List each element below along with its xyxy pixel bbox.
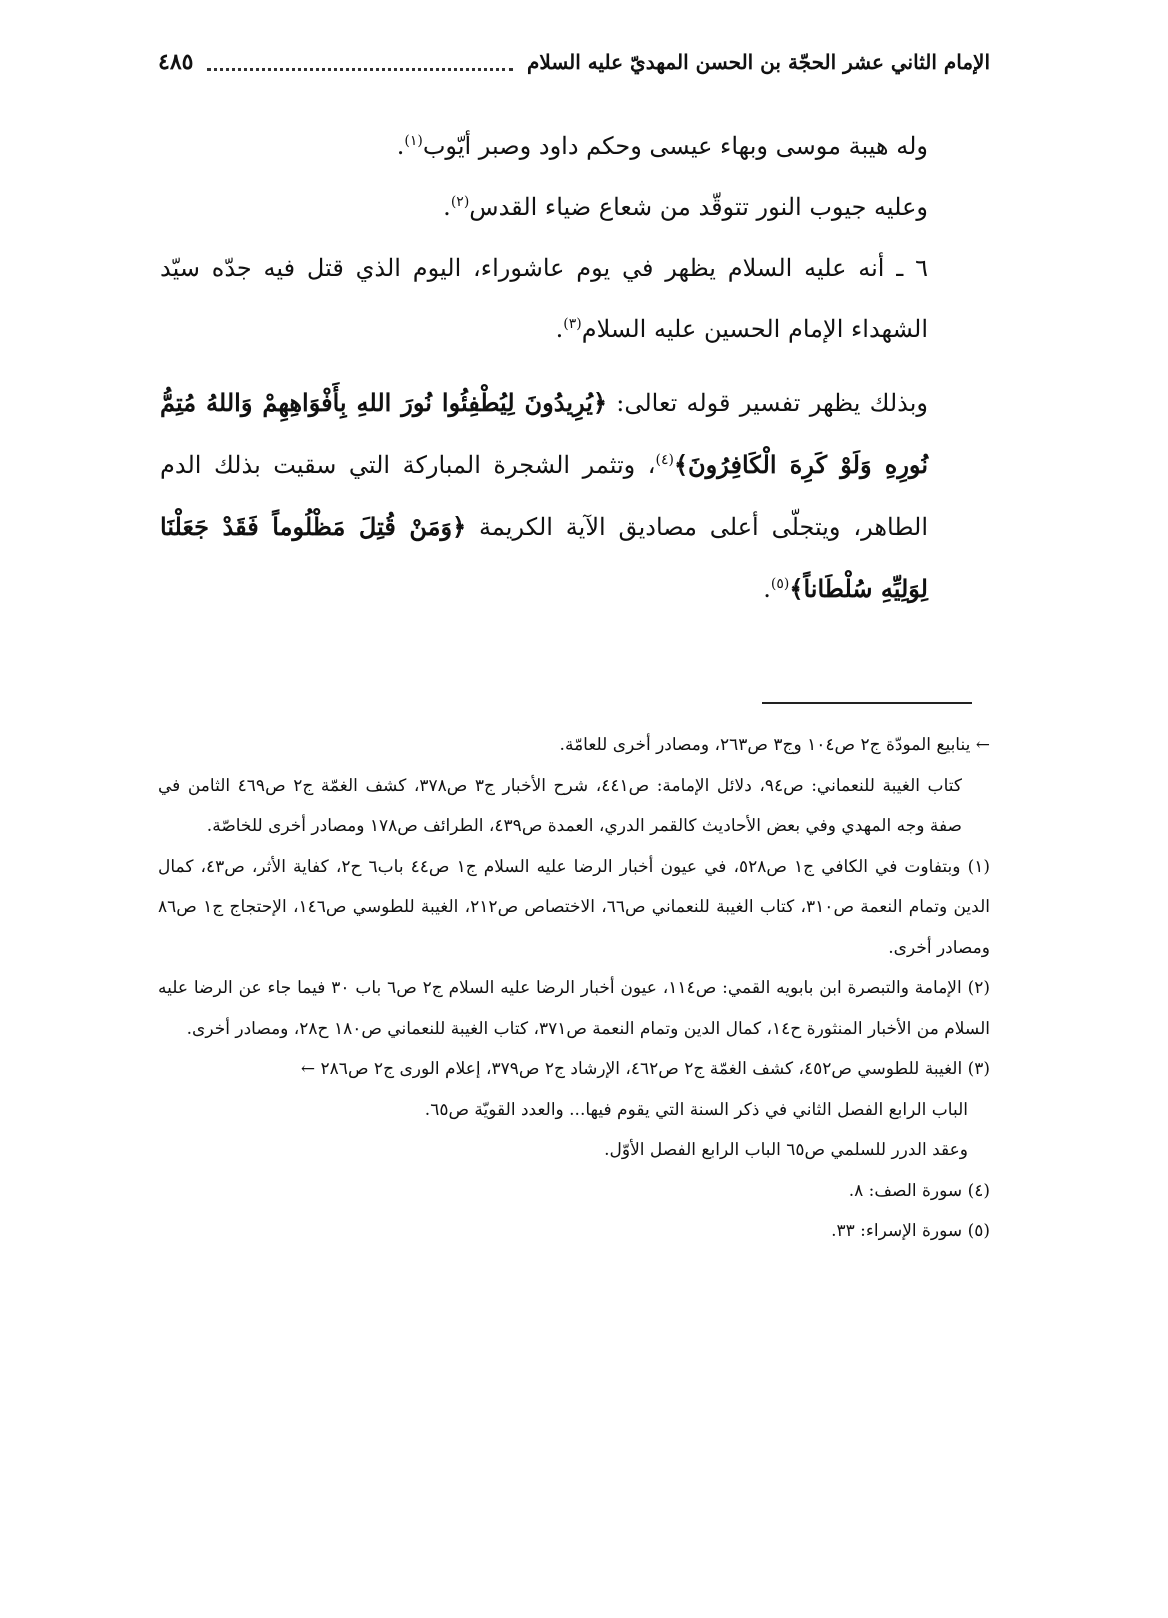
footnote-ref-5[interactable]: (٥) — [770, 576, 790, 592]
quran-verse-2: ﴿وَمَنْ قُتِلَ مَظْلُوماً فَقَدْ جَعَلْنَا لِوَلِيِّهِ سُلْطَاناً﴾ — [160, 512, 928, 603]
tafsir-intro: وبذلك يظهر تفسير قوله تعالى: — [607, 389, 929, 417]
paragraph-tafsir: وبذلك يظهر تفسير قوله تعالى: ﴿يُرِيدُونَ لِيُطْفِئُوا نُورَ اللهِ بِأَفْوَاهِهِمْ وَاللهُ مُتِمُّ نُورِهِ وَلَوْ كَرِهَ الْكَافِرُونَ﴾$^{(٤)}$، وتثمر الشجرة المباركة التي سقيت بذلك الدم الطاهر، ويتجلّى أعلى مصاديق الآية الكريمة ﴿وَمَنْ قُتِلَ مَظْلُوماً فَقَدْ جَعَلْنَا لِوَلِيِّهِ سُلْطَاناً﴾$^{(٥)}$. — [160, 388, 929, 603]
text-line-2: وعليه جيوب النور تتوقّد من شعاع ضياء القدس$^{(٢)}$. — [443, 193, 928, 221]
footnote-ref-2[interactable]: (٢) — [450, 194, 470, 210]
footnote-4: (٤) سورة الصف: ٨. — [848, 1180, 990, 1201]
chapter-title: الإمام الثاني عشر الحجّة بن الحسن المهديّ عليه السلام — [527, 50, 990, 74]
footnote-1: (١) وبتفاوت في الكافي ج١ ص٥٢٨، في عيون أخبار الرضا عليه السلام ج١ ص٤٤ باب٦ ح٢، كفاية الأثر، ص٤٣، كمال الدين وتمام النعمة ص٣١٠، كتاب الغيبة للنعماني ص٦٦، الاختصاص ص٢١٢، الغيبة للطوسي ص١٤٦، الإحتجاج ج١ ص٨٦ ومصادر أخرى. — [158, 856, 990, 958]
footnote-3-continued: الباب الرابع الفصل الثاني في ذكر السنة التي يقوم فيها... والعدد القويّة ص٦٥. — [424, 1099, 968, 1120]
footnote-5: (٥) سورة الإسراء: ٣٣. — [831, 1221, 990, 1241]
footnote-ref-4[interactable]: (٤) — [655, 452, 674, 468]
footnote-carry-1: ← ينابيع المودّة ج٢ ص١٠٤ وج٣ ص٢٦٣، ومصادر أخرى للعامّة. — [559, 735, 990, 755]
main-text — [160, 116, 990, 620]
dotted-leader — [207, 66, 513, 71]
line2-text: وعليه جيوب النور تتوقّد من شعاع ضياء القدس — [469, 193, 928, 221]
running-header — [158, 42, 990, 82]
page-number: ٤٨٥ — [158, 49, 194, 75]
footnote-separator — [762, 702, 972, 704]
quran-verse-1: ﴿يُرِيدُونَ لِيُطْفِئُوا نُورَ اللهِ بِأَفْوَاهِهِمْ وَاللهُ مُتِمُّ نُورِهِ وَلَوْ كَرِهَ الْكَافِرُونَ﴾ — [160, 388, 929, 479]
footnote-2: (٢) الإمامة والتبصرة ابن بابويه القمي: ص١١٤، عيون أخبار الرضا عليه السلام ج٢ ص٦ باب ٣٠ فيما جاء عن الرضا عليه السلام من الأخبار المنثورة ح١٤، كمال الدين وتمام النعمة ص٣٧١، كتاب الغيبة للنعماني ص١٨٠ ح٢٨، ومصادر أخرى. — [158, 978, 990, 1039]
footnote-ref-3[interactable]: (٣) — [563, 316, 582, 332]
paragraph-6-text: ٦ ـ أنه عليه السلام يظهر في يوم عاشوراء، اليوم الذي قتل فيه جدّه سيّد الشهداء الإمام الحسين عليه السلام — [160, 254, 928, 343]
text-line-1: وله هيبة موسى وبهاء عيسى وحكم داود وصبر أيّوب$^{(١)}$. — [396, 132, 928, 160]
line1-text: وله هيبة موسى وبهاء عيسى وحكم داود وصبر أيّوب — [422, 132, 928, 160]
footnote-ref-1[interactable]: (١) — [404, 133, 423, 149]
footnotes — [158, 725, 990, 1252]
footnote-carry-2: كتاب الغيبة للنعماني: ص٩٤، دلائل الإمامة: ص٤٤١، شرح الأخبار ج٣ ص٣٧٨، كشف الغمّة ج٢ ص٤٦٩ الثامن في صفة وجه المهدي وفي بعض الأحاديث كالقمر الدري، العمدة ص٤٣٩، الطرائف ص١٧٨ ومصادر أخرى للخاصّة. — [158, 775, 962, 836]
footnote-3-continued-2: وعقد الدرر للسلمي ص٦٥ الباب الرابع الفصل الأوّل. — [604, 1140, 968, 1160]
paragraph-6: ٦ ـ أنه عليه السلام يظهر في يوم عاشوراء، اليوم الذي قتل فيه جدّه سيّد الشهداء الإمام الحسين عليه السلام$^{(٣)}$. — [160, 254, 928, 343]
tafsir-middle: ، وتثمر الشجرة المباركة التي سقيت بذلك الدم الطاهر، ويتجلّى أعلى مصاديق الآية الكريمة — [160, 451, 928, 541]
footnote-3: (٣) الغيبة للطوسي ص٤٥٢، كشف الغمّة ج٢ ص٤٦٢، الإرشاد ج٢ ص٣٧٩، إعلام الورى ج٢ ص٢٨٦ ← — [300, 1059, 990, 1079]
